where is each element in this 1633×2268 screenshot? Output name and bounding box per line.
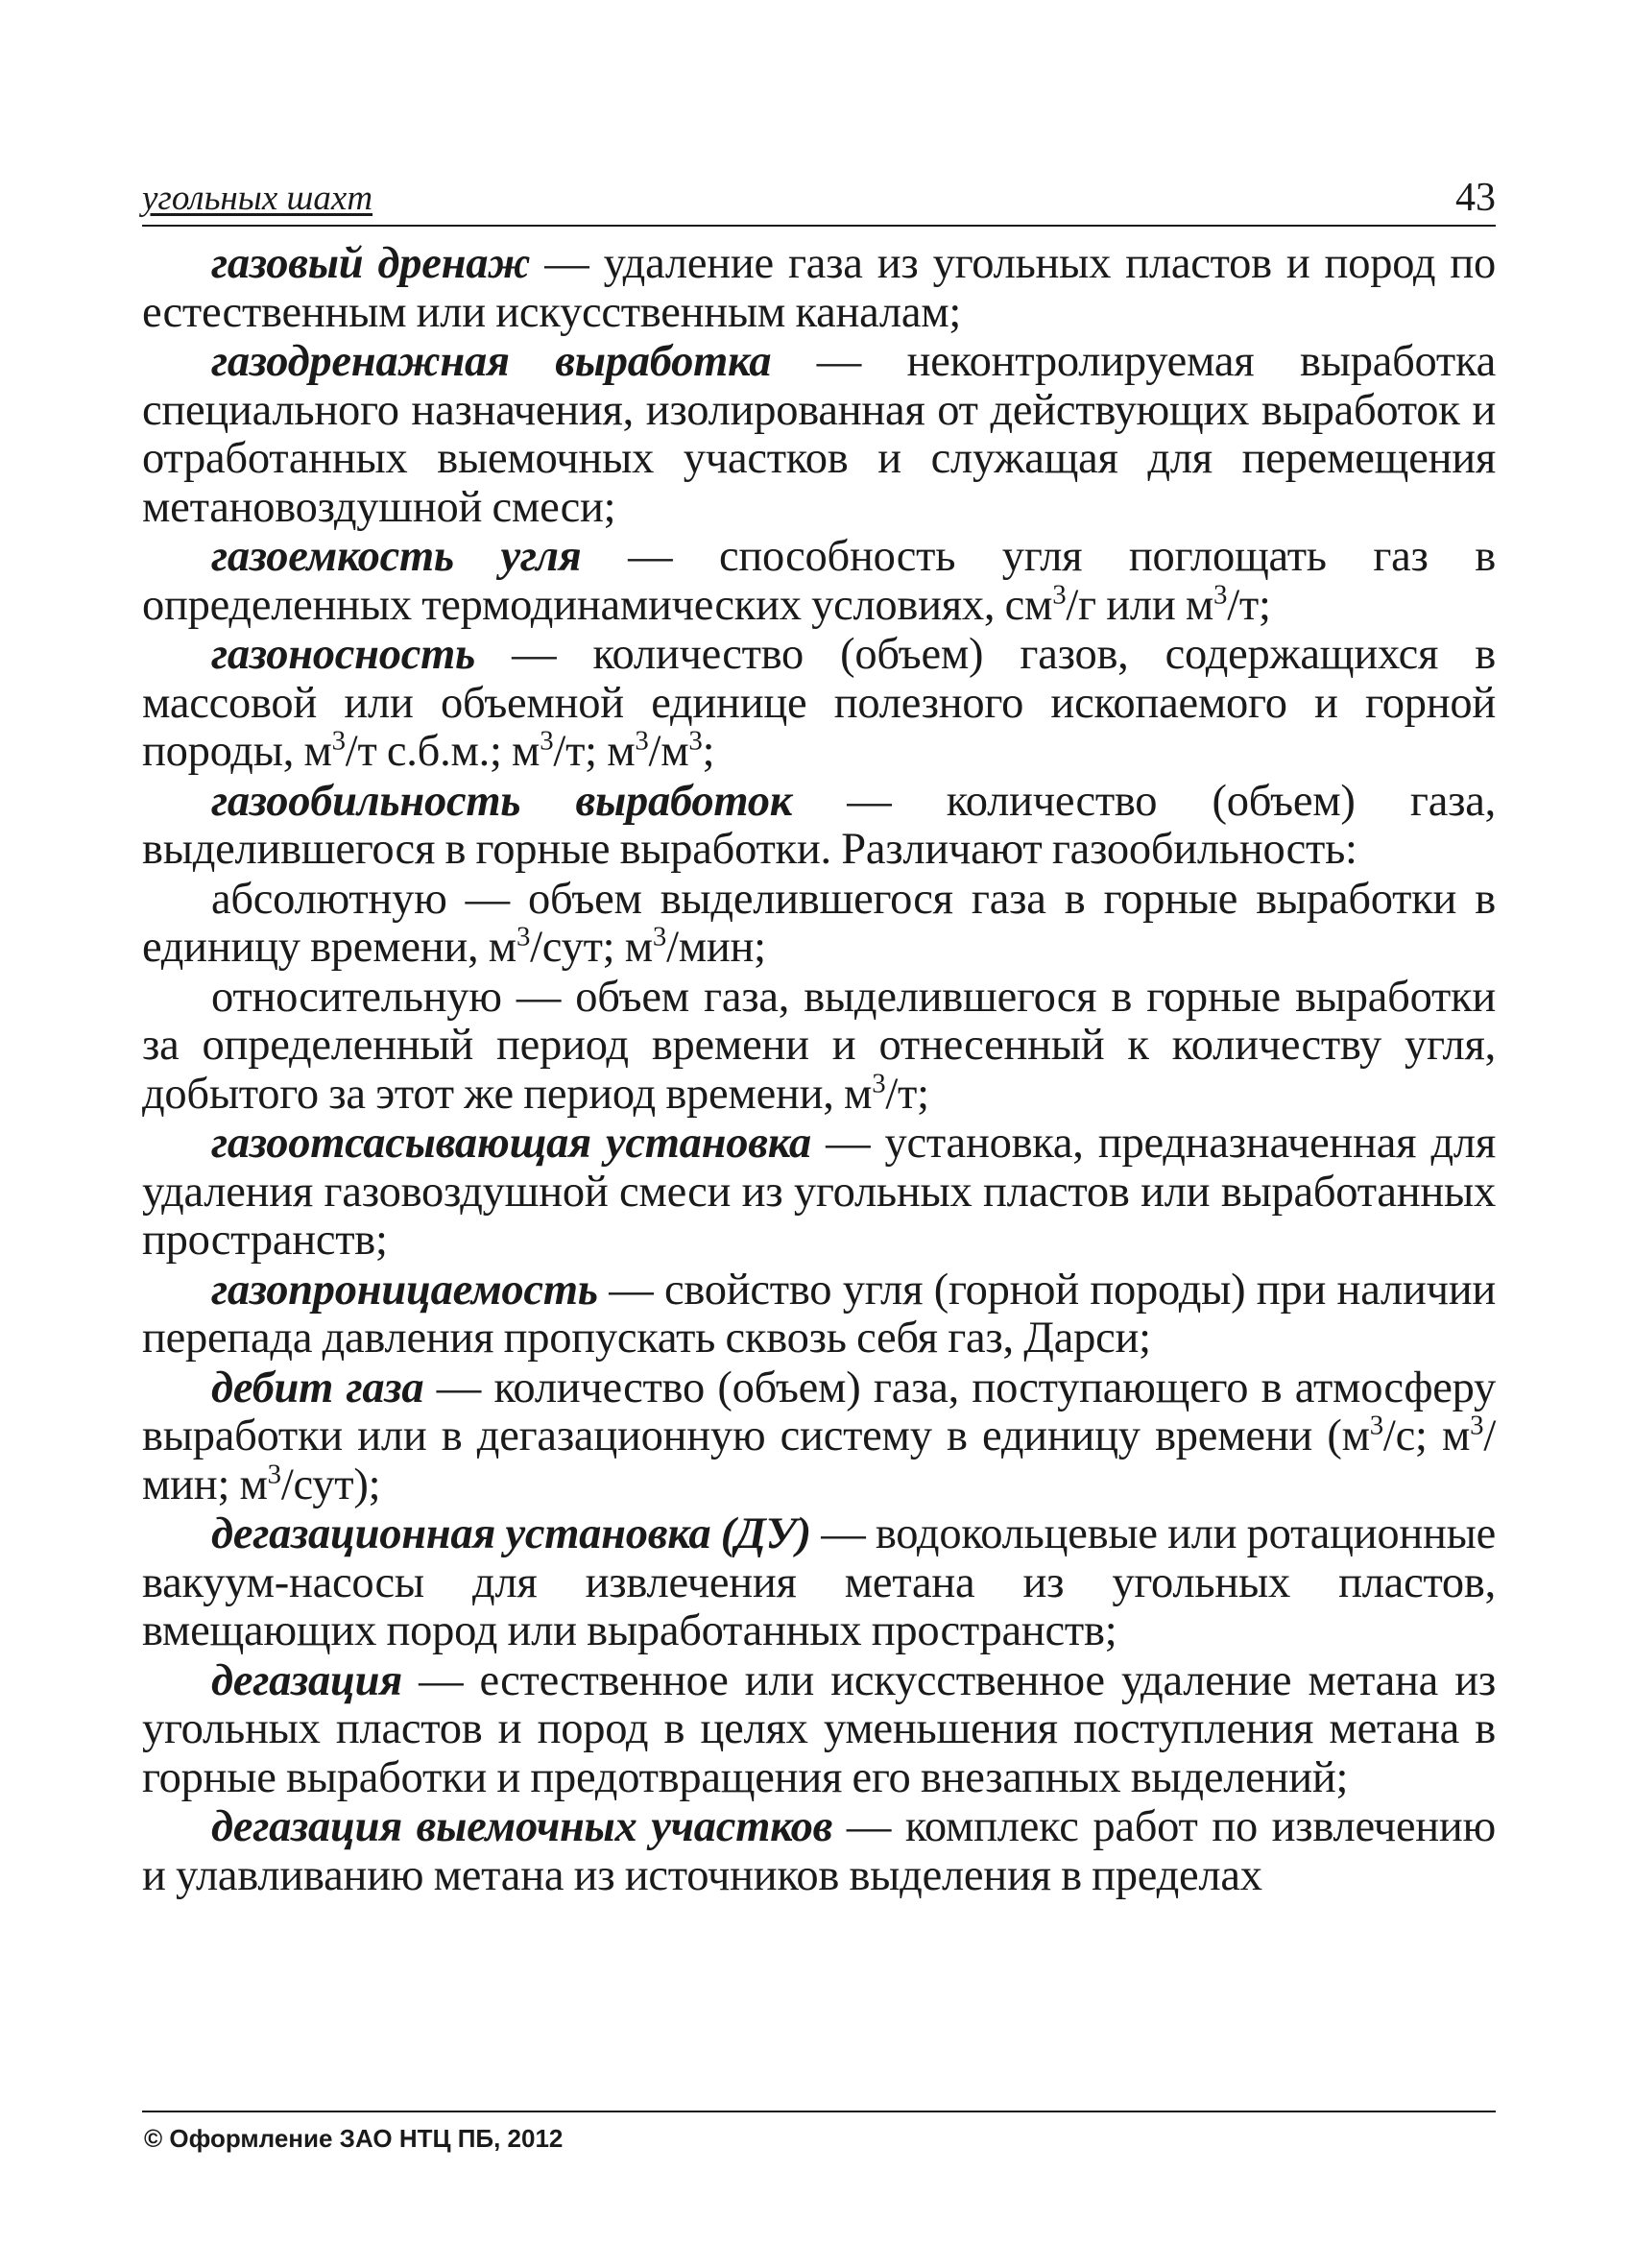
superscript: 3 [1369, 1410, 1383, 1441]
glossary-definition: — неконтролируемая выработка специального назначения, изолированная от действующих выработок и отработанных выемочных участков и служащая для перемещения метановоздушной смеси; [142, 337, 1496, 532]
superscript: 3 [1470, 1410, 1484, 1441]
glossary-definition: — количество (объем) газов, содержащихся в массовой или объемной единице полезного ископаемого и горной породы, м [142, 630, 1496, 776]
glossary-definition: ; [702, 727, 715, 776]
glossary-term: газодренажная выработка [211, 337, 772, 386]
glossary-entry [142, 1510, 1496, 1656]
superscript: 3 [688, 725, 703, 757]
glossary-definition: — комплекс работ по извлечению и улавливанию метана из источников выделения в пределах [142, 1802, 1496, 1900]
glossary-subentry [142, 974, 1496, 1120]
superscript: 3 [652, 921, 667, 953]
glossary-entry [142, 338, 1496, 532]
glossary-definition: /г или м [1066, 580, 1214, 630]
glossary-term: газообильность выработок [211, 776, 793, 826]
glossary-term: дегазация [211, 1655, 402, 1705]
page-number: 43 [1455, 176, 1496, 220]
glossary-term: газоемкость угля [211, 532, 582, 581]
glossary-term: газоносность [211, 630, 476, 679]
glossary-entry [142, 631, 1496, 777]
superscript: 3 [540, 725, 554, 757]
glossary-term: газовый дренаж [211, 239, 531, 288]
footer-divider [142, 2111, 1496, 2112]
glossary-entry [142, 240, 1496, 337]
superscript: 3 [331, 725, 346, 757]
glossary-body [142, 240, 1496, 1901]
glossary-entry [142, 1267, 1496, 1363]
superscript: 3 [516, 921, 531, 953]
glossary-definition: /с; м [1382, 1411, 1471, 1460]
superscript: 3 [872, 1068, 886, 1098]
glossary-term: дегазационная установка (ДУ) [211, 1509, 811, 1558]
running-header [142, 171, 1496, 227]
glossary-definition: /т; м [553, 727, 636, 776]
glossary-entry [142, 1803, 1496, 1900]
glossary-definition: /т с.б.м.; м [345, 727, 540, 776]
copyright-notice: © Оформление ЗАО НТЦ ПБ, 2012 [144, 2124, 564, 2153]
glossary-entry [142, 1364, 1496, 1510]
glossary-definition: /сут); [280, 1460, 381, 1509]
glossary-entry [142, 778, 1496, 875]
glossary-term: газоотсасывающая установка [211, 1119, 811, 1168]
superscript: 3 [635, 725, 649, 757]
glossary-definition: — свойство угля (горной породы) при наличии перепада давления пропускать сквозь себя газ, Дарси; [142, 1265, 1496, 1363]
glossary-definition: — естественное или искусственное удаление метана из угольных пластов и пород в целях уменьшения поступления метана в горные выработки и предотвращения его внезапных выделений; [142, 1655, 1496, 1802]
glossary-definition: относительную — объем газа, выделившегося в горные выработки за определенный период времени и отнесенный к количеству угля, добытого за этот же период времени, м [142, 972, 1496, 1119]
glossary-definition: абсолютную — объем выделившегося газа в горные выработки в единицу времени, м [142, 874, 1496, 972]
glossary-definition: — способность угля поглощать газ в определенных термодинамических условиях, см [142, 532, 1496, 630]
glossary-entry [142, 1120, 1496, 1266]
running-title: угольных шахт [142, 179, 373, 218]
glossary-entry [142, 533, 1496, 630]
superscript: 3 [1213, 579, 1228, 610]
glossary-definition: /сут; м [530, 923, 653, 972]
superscript: 3 [1052, 579, 1067, 610]
glossary-definition: — удаление газа из угольных пластов и пород по естественным или искусственным каналам; [142, 239, 1496, 337]
glossary-definition: /мин; м [142, 1411, 1496, 1509]
glossary-entry [142, 1657, 1496, 1803]
glossary-term: дегазация выемочных участков [211, 1802, 833, 1851]
glossary-definition: /т; [885, 1069, 929, 1119]
glossary-definition: — установка, предназначенная для удаления газовоздушной смеси из угольных пластов или выработанных пространств; [142, 1119, 1496, 1265]
glossary-definition: /т; [1227, 580, 1271, 630]
glossary-definition: /м [648, 727, 689, 776]
glossary-definition: — водокольцевые или ротационные вакуум-насосы для извлечения метана из угольных пластов, вмещающих пород или выработанных пространств; [142, 1509, 1497, 1655]
glossary-subentry [142, 876, 1496, 973]
glossary-definition: — количество (объем) газа, выделившегося в горные выработки. Различают газообильность: [142, 776, 1496, 874]
glossary-definition: — количество (объем) газа, поступающего в атмосферу выработки или в дегазационную систему в единицу времени (м [142, 1363, 1496, 1460]
superscript: 3 [267, 1459, 281, 1489]
glossary-term: дебит газа [211, 1363, 424, 1412]
glossary-term: газопроницаемость [211, 1265, 598, 1315]
glossary-definition: /мин; [666, 923, 766, 972]
